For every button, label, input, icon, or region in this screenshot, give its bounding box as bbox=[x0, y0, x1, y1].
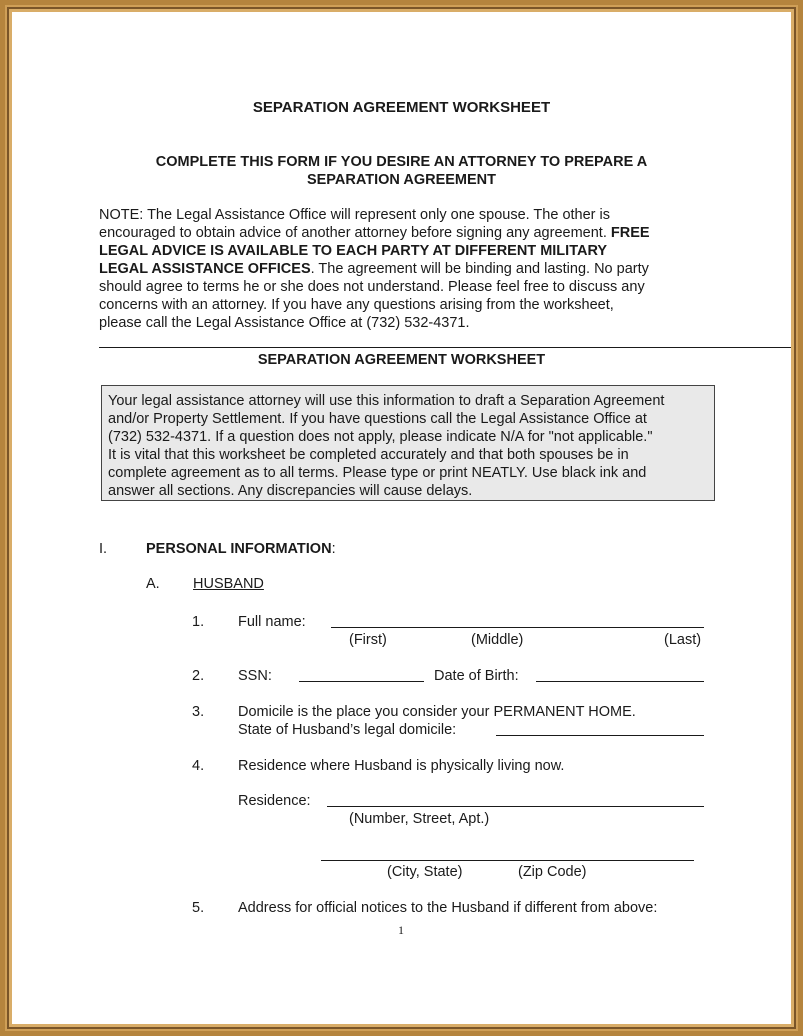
instructions-line-1: Your legal assistance attorney will use this information to draft a Separation Agreement bbox=[108, 393, 665, 409]
subsection-heading-husband: HUSBAND bbox=[193, 576, 264, 592]
zip-hint: (Zip Code) bbox=[518, 864, 587, 880]
q5-number: 5. bbox=[192, 900, 205, 916]
instructions-line-2: and/or Property Settlement. If you have questions call the Legal Assistance Office at bbox=[108, 411, 647, 427]
full-name-label: Full name: bbox=[238, 614, 306, 630]
note-line-3: LEGAL ADVICE IS AVAILABLE TO EACH PARTY AT DIFFERENT MILITARY bbox=[99, 243, 608, 259]
residence-label: Residence: bbox=[238, 793, 311, 809]
document-page bbox=[12, 12, 791, 1024]
note-line-4-text: . The agreement will be binding and lasting. No party bbox=[310, 261, 649, 277]
section-heading-personal bbox=[146, 540, 336, 558]
q3-number: 3. bbox=[192, 704, 205, 720]
ssn-field[interactable] bbox=[299, 681, 424, 682]
note-line-2-text: encouraged to obtain advice of another attorney before signing any agreement. bbox=[99, 225, 611, 241]
residence-street-field[interactable] bbox=[327, 806, 704, 807]
q4-number: 4. bbox=[192, 758, 205, 774]
note-line-6: concerns with an attorney. If you have any questions arising from the worksheet, bbox=[99, 297, 614, 313]
street-hint: (Number, Street, Apt.) bbox=[349, 811, 490, 827]
note-line-5: should agree to terms he or she does not understand. Please feel free to discuss any bbox=[99, 279, 645, 295]
note-line-4 bbox=[99, 260, 649, 278]
dob-label: Date of Birth: bbox=[434, 668, 519, 684]
residence-description: Residence where Husband is physically living now. bbox=[238, 758, 565, 774]
subsection-letter: A. bbox=[146, 576, 160, 592]
note-line-1: NOTE: The Legal Assistance Office will represent only one spouse. The other is bbox=[99, 207, 610, 223]
note-line-4-bold: LEGAL ASSISTANCE OFFICES bbox=[99, 261, 311, 277]
personal-info-heading: PERSONAL INFORMATION bbox=[146, 541, 332, 557]
note-line-2 bbox=[99, 224, 650, 242]
first-name-hint: (First) bbox=[349, 632, 387, 648]
subtitle-line-1: COMPLETE THIS FORM IF YOU DESIRE AN ATTORNEY TO PREPARE A bbox=[155, 154, 648, 170]
last-name-hint: (Last) bbox=[664, 632, 702, 648]
section-heading: SEPARATION AGREEMENT WORKSHEET bbox=[257, 352, 546, 368]
note-line-7: please call the Legal Assistance Office at (732) 532-4371. bbox=[99, 315, 470, 331]
subtitle-line-2: SEPARATION AGREEMENT bbox=[306, 172, 497, 188]
middle-name-hint: (Middle) bbox=[471, 632, 524, 648]
note-line-2-bold: FREE bbox=[610, 225, 650, 241]
residence-city-field[interactable] bbox=[321, 860, 694, 861]
instructions-line-3: (732) 532-4371. If a question does not apply, please indicate N/A for "not applicable." bbox=[108, 429, 653, 445]
instructions-line-6: answer all sections. Any discrepancies will cause delays. bbox=[108, 483, 473, 499]
section-divider bbox=[99, 347, 791, 348]
ssn-label: SSN: bbox=[238, 668, 272, 684]
instructions-line-4: It is vital that this worksheet be completed accurately and that both spouses be in bbox=[108, 447, 629, 463]
q2-number: 2. bbox=[192, 668, 205, 684]
personal-info-colon: : bbox=[331, 541, 336, 557]
section-numeral: I. bbox=[99, 541, 108, 557]
official-notices-label: Address for official notices to the Husband if different from above: bbox=[238, 900, 658, 916]
dob-field[interactable] bbox=[536, 681, 704, 682]
city-state-hint: (City, State) bbox=[387, 864, 463, 880]
document-title: SEPARATION AGREEMENT WORKSHEET bbox=[252, 99, 551, 116]
domicile-field[interactable] bbox=[496, 735, 704, 736]
page-number: 1 bbox=[398, 923, 404, 937]
instructions-box bbox=[101, 385, 715, 501]
domicile-label: State of Husband’s legal domicile: bbox=[238, 722, 457, 738]
q1-number: 1. bbox=[192, 614, 205, 630]
instructions-line-5: complete agreement as to all terms. Please type or print NEATLY. Use black ink and bbox=[108, 465, 647, 481]
full-name-field[interactable] bbox=[331, 627, 704, 628]
domicile-description: Domicile is the place you consider your PERMANENT HOME. bbox=[238, 704, 636, 720]
